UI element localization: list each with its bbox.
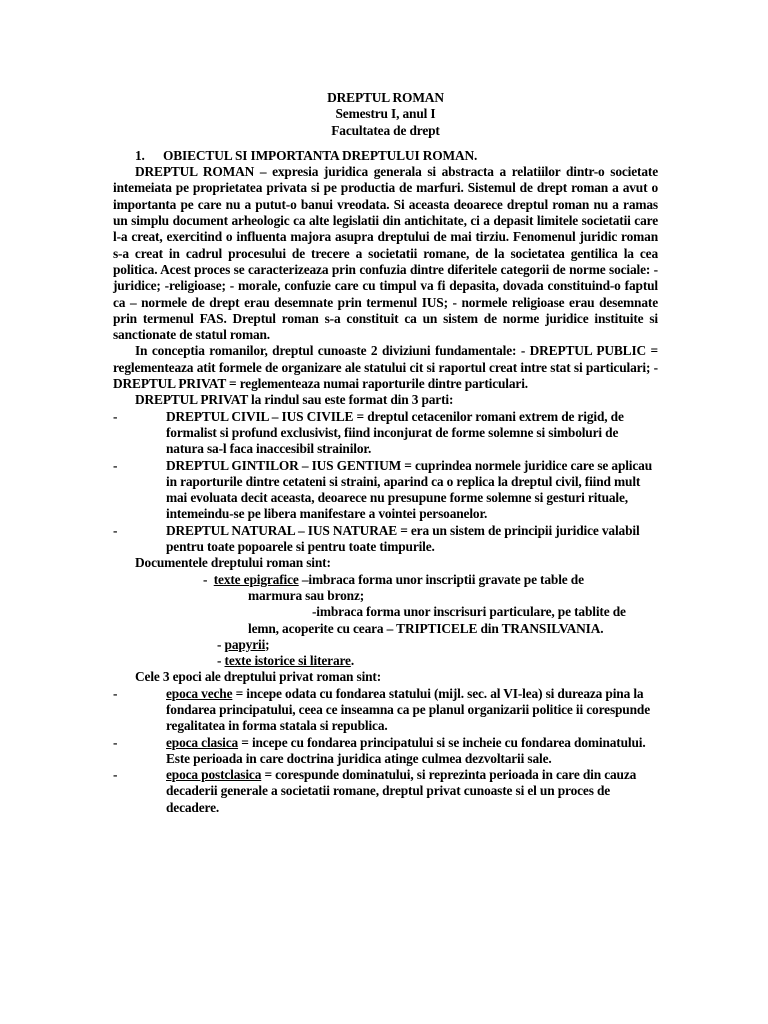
list-dash: - [113, 457, 118, 473]
list-item [113, 735, 658, 768]
section-heading [113, 148, 658, 164]
list-item-text: DREPTUL GINTILOR – IUS GENTIUM = cuprindea normele juridice care se aplicau in raporturile dintre cetateni si straini, aparind ca o replica la dreptul civil, fiind mult mai evoluata decit aceasta, deoarece nu presupune forme solemne si gesturi rituale, intemeindu-se pe libera manifestare a vointei persoanelor. [166, 457, 653, 522]
list-item [113, 458, 658, 523]
list-dash: - [113, 522, 118, 538]
paragraph-private-law: DREPTUL PRIVAT la rindul sau este format din 3 parti: [135, 392, 454, 408]
list-item-text [166, 686, 658, 735]
list-dash: - [113, 734, 118, 750]
epochs-intro: Cele 3 epoci ale dreptului privat roman sint: [135, 669, 382, 685]
document-term: texte istorice si literare [224, 653, 351, 669]
list-item [113, 523, 658, 556]
section-heading-text: OBIECTUL SI IMPORTANTA DREPTULUI ROMAN. [163, 147, 478, 163]
epoch-term: epoca postclasica [166, 767, 262, 783]
section-number: 1. [135, 147, 145, 163]
list-item [113, 767, 658, 816]
list-dash: - [217, 653, 225, 669]
document-line: -imbraca forma unor inscrisuri particulare, pe tablite de [312, 604, 626, 620]
list-dash: - [113, 767, 118, 783]
epoch-description: = corespunde dominatului, si reprezinta perioada in care din cauza decaderii generale a societatii romane, dreptul privat cunoaste si el un proces de decadere. [166, 767, 637, 815]
list-item-text: DREPTUL CIVIL – IUS CIVILE = dreptul cetacenilor romani extrem de rigid, de formalist si profund exclusivist, fiind inconjurat de forme solemne si simboluri de natura sa-l faca inaccesibil strainilor. [166, 408, 624, 457]
document-line [113, 637, 658, 653]
list-dash: - [217, 636, 225, 652]
list-item [113, 686, 658, 735]
documents-intro: Documentele dreptului roman sint: [135, 555, 331, 571]
paragraph-definition: DREPTUL ROMAN – expresia juridica generala si abstracta a relatiilor dintr-o societate intemeiata pe proprietatea privata si pe productia de marfuri. Sistemul de drept roman a avut o importanta pe care nu a putut-o banui vreodata. Si aceasta deoarece dreptul roman nu a ramas un simplu document arheologic ca alte legislatii din antichitate, ci a depasit limitele societatii care l-a creat, exercitind o influenta majora asupra dreptului de mai tirziu. Fenomenul juridic roman s-a creat in cadrul procesului de trecere a societatii romane, de la societatea gentilica la cea politica. Acest proces se caracterizeaza prin confuzia dintre diferitele categorii de norme sociale: - juridice; -religioase; - morale, confuzie care cu timpul va fi depasita, dovada constituind-o faptul ca – normele de drept erau desemnate prin termenul IUS; - normele religioase erau desemnate prin termenul FAS. Dreptul roman s-a constituit ca un sistem de norme juridice instituite si sanctionate de statul roman. [113, 164, 658, 343]
list-dash: - [203, 571, 208, 587]
document-line [113, 653, 658, 669]
list-dash: - [113, 685, 118, 701]
document-term: texte epigrafice [213, 571, 299, 587]
epoch-description: = incepe cu fondarea principatului si se incheie cu fondarea dominatului. Este perioada in care doctrina juridica atinge culmea dezvoltarii sale. [166, 734, 646, 766]
epoch-term: epoca veche [166, 685, 233, 701]
list-item-text: DREPTUL NATURAL – IUS NATURAE = era un sistem de principii juridice valabil pentru toate popoarele si pentru toate timpurile. [166, 522, 640, 555]
document-page [113, 90, 658, 816]
document-line [113, 572, 658, 588]
document-line: lemn, acoperite cu ceara – TRIPTICELE din TRANSILVANIA. [248, 620, 604, 636]
paragraph-divisions: In conceptia romanilor, dreptul cunoaste 2 diviziuni fundamentale: - DREPTUL PUBLIC = reglementeaza atit formele de organizare ale statului cit si raportul creat intre stat si particulari; - DREPTUL PRIVAT = reglementeaza numai raporturile dintre particulari. [113, 343, 658, 392]
document-line-end: . [350, 653, 355, 669]
document-line-end: ; [265, 636, 270, 652]
document-line: marmura sau bronz; [248, 587, 365, 603]
list-item [113, 409, 658, 458]
epoch-description: = incepe odata cu fondarea statului (mijl. sec. al VI-lea) si dureaza pina la fondarea principatului, ceea ce inseamna ca pe planul organizarii politice ii corespunde regalitatea in forma statala si republica. [166, 685, 650, 734]
list-item-text [166, 735, 658, 768]
faculty-name: Facultatea de drept [331, 122, 440, 138]
list-dash: - [113, 408, 118, 424]
list-item-text [166, 767, 658, 816]
document-term: papyrii [224, 636, 266, 652]
document-subtitle: Semestru I, anul I [335, 106, 436, 122]
document-line-text: –imbraca forma unor inscriptii gravate pe table de [298, 571, 584, 587]
epoch-term: epoca clasica [166, 734, 239, 750]
document-title: DREPTUL ROMAN [327, 90, 444, 105]
